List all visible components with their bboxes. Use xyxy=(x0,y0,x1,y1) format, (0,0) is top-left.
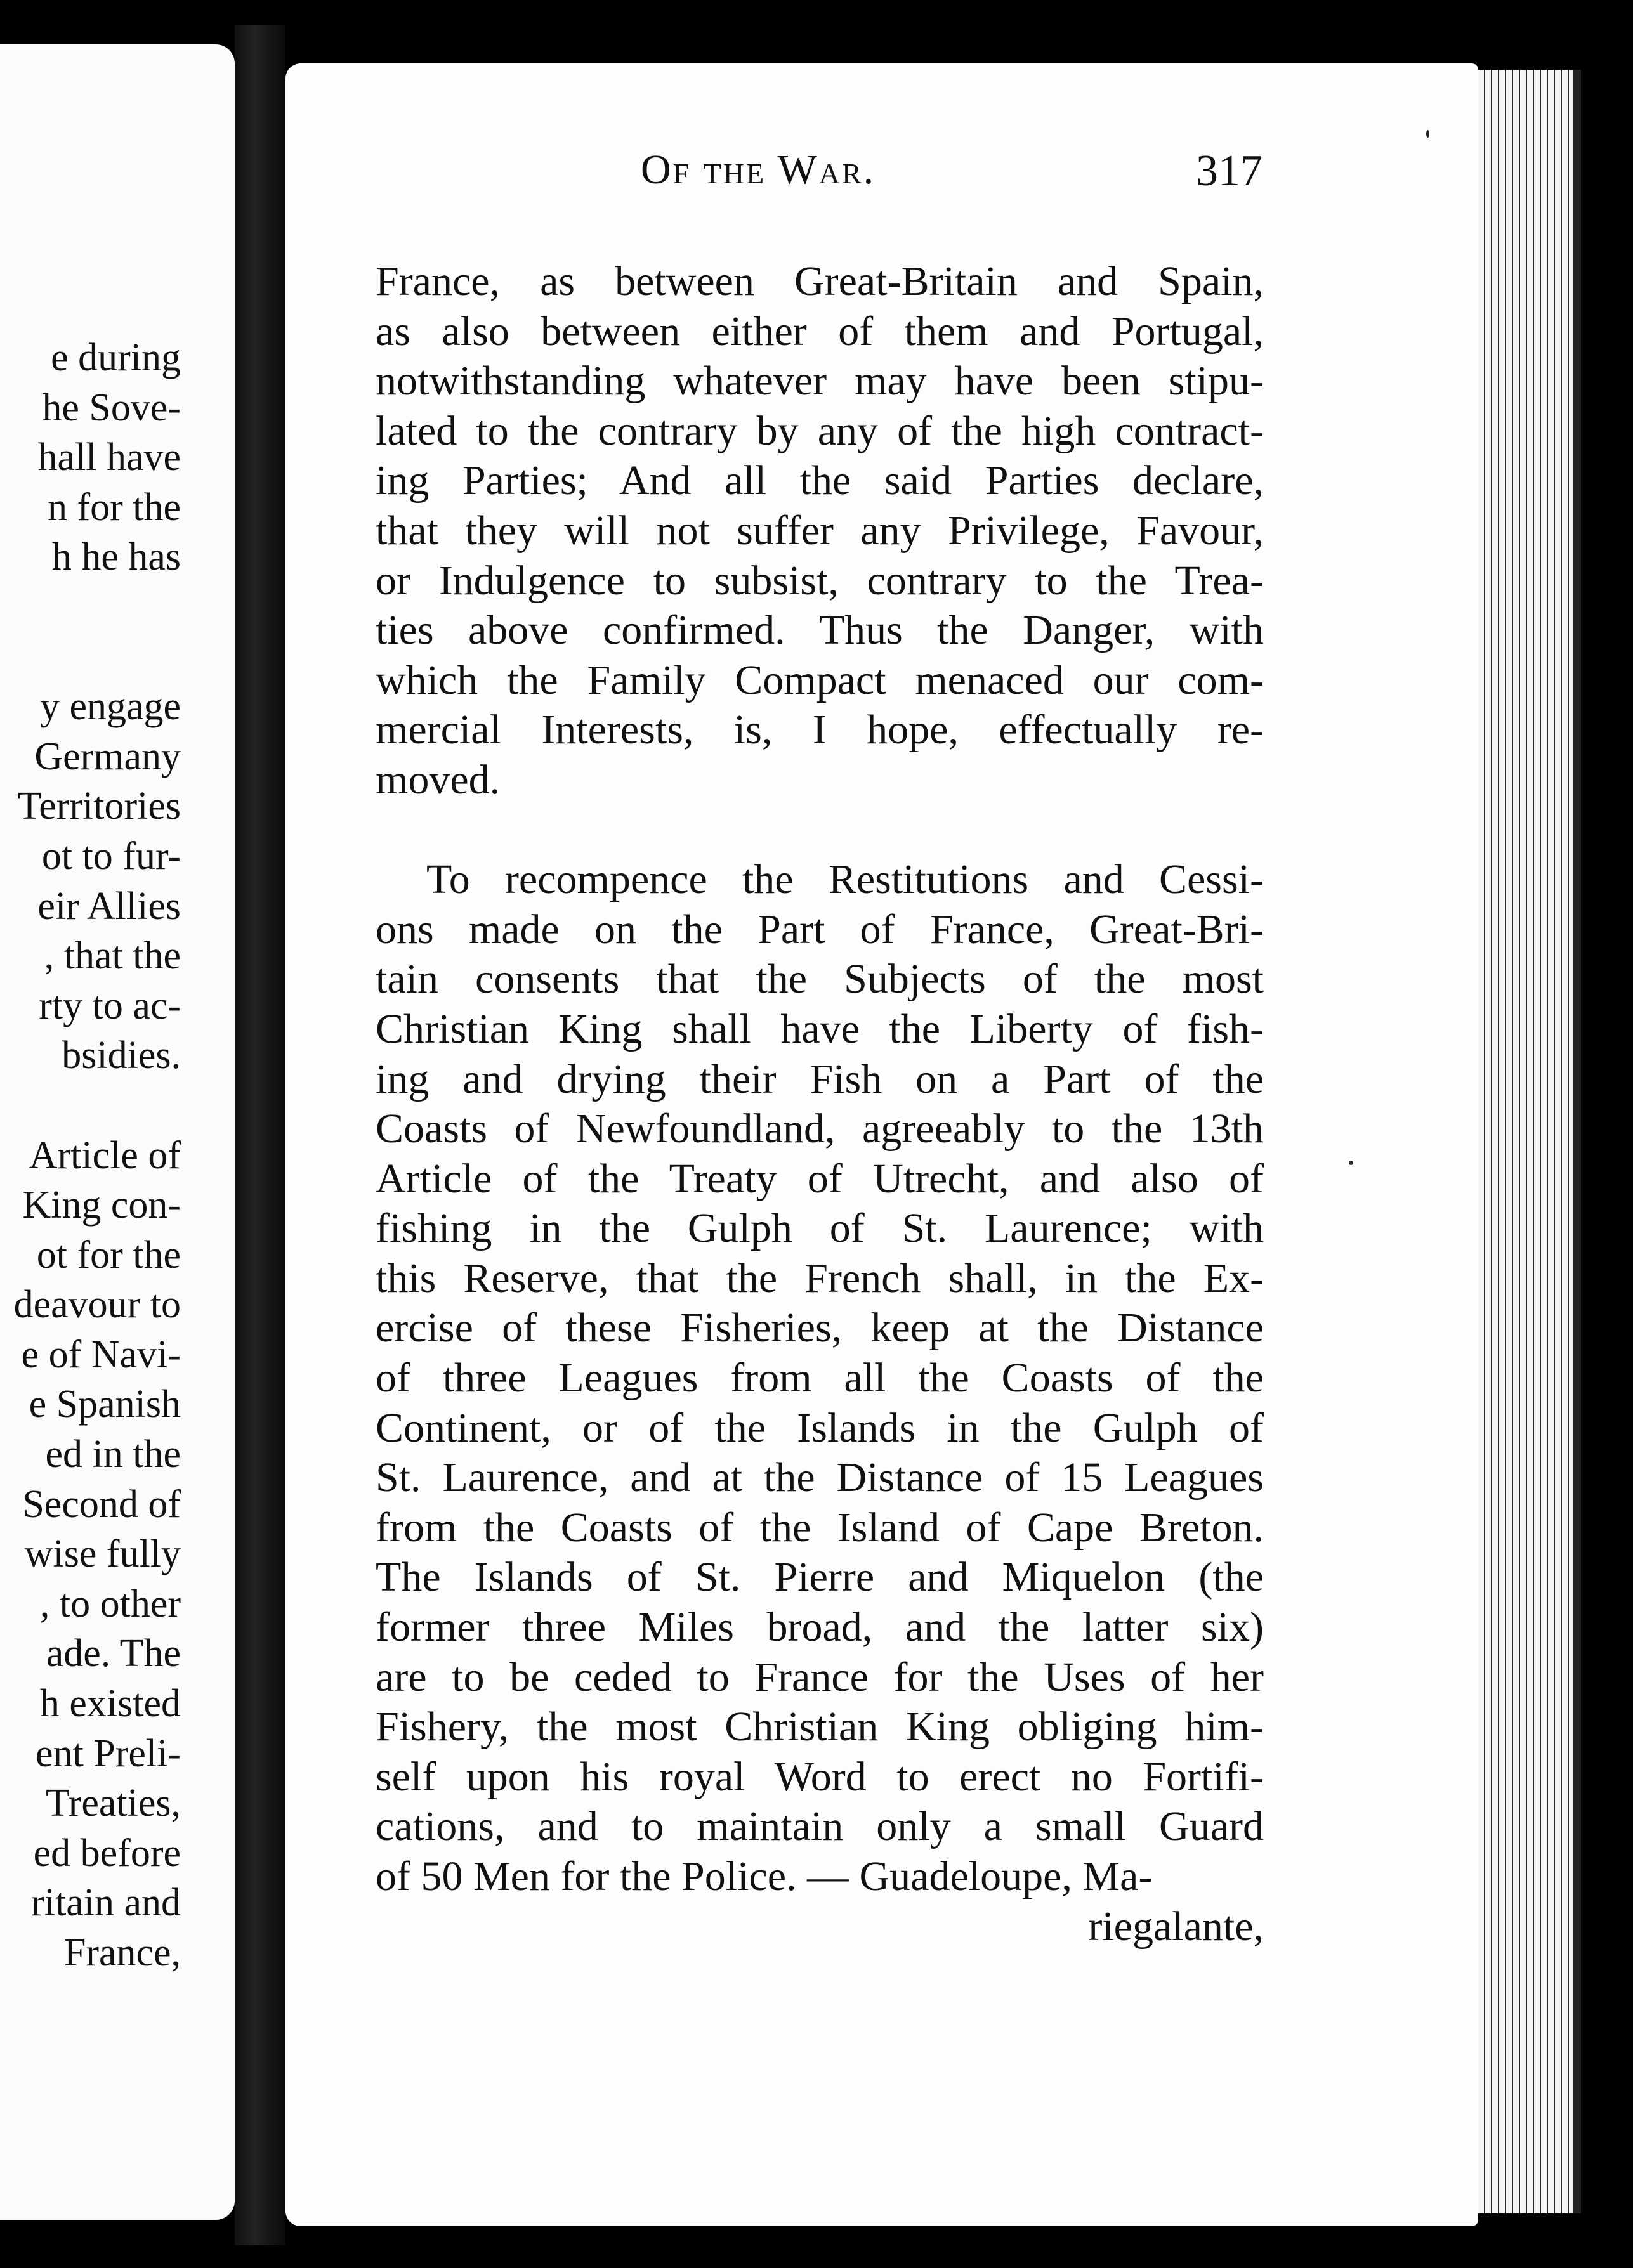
text-line: Coasts of Newfoundland, agreeably to the 13th xyxy=(376,1105,1264,1152)
text-line: self upon his royal Word to erect no Fortifi- xyxy=(376,1753,1264,1800)
facing-page-line xyxy=(0,632,181,682)
facing-page-line: bsidies. xyxy=(62,1034,181,1078)
text-line: France, as between Great-Britain and Spain, xyxy=(376,258,1264,304)
facing-page-text xyxy=(0,333,181,1978)
ink-speck xyxy=(1349,1161,1353,1165)
text-line: Article of the Treaty of Utrecht, and also of xyxy=(376,1155,1264,1202)
page-header xyxy=(355,140,1262,197)
text-line: tain consents that the Subjects of the most xyxy=(376,956,1264,1003)
facing-page-line: Second of xyxy=(22,1482,181,1526)
facing-page-line xyxy=(0,582,181,632)
facing-page-line: he Sove- xyxy=(42,386,181,429)
facing-page-line: n for the xyxy=(47,485,181,529)
facing-page-line: ed in the xyxy=(45,1433,181,1476)
text-line: former three Miles broad, and the latter six) xyxy=(376,1604,1264,1651)
facing-page-line: h he has xyxy=(51,535,181,579)
text-line: cations, and to maintain only a small Guard xyxy=(376,1803,1264,1850)
text-line: which the Family Compact menaced our com- xyxy=(376,656,1264,703)
page-number: 317 xyxy=(1196,147,1262,195)
text-line: from the Coasts of the Island of Cape Breton. xyxy=(376,1504,1264,1551)
facing-page-line: ent Preli- xyxy=(36,1731,181,1775)
facing-page-line: e Spanish xyxy=(29,1383,181,1426)
body-text xyxy=(376,257,1264,1952)
running-head: Of the War. xyxy=(641,147,876,193)
text-line: of three Leagues from all the Coasts of the xyxy=(376,1355,1264,1402)
facing-page-line: Germany xyxy=(34,734,181,778)
facing-page-line: Article of xyxy=(29,1133,181,1177)
facing-page-line: ot to fur- xyxy=(41,834,181,878)
text-line: To recompence the Restitutions and Cessi- xyxy=(426,856,1264,903)
facing-page-line: e during xyxy=(51,336,181,379)
text-line: moved. xyxy=(376,756,501,803)
text-line: Continent, or of the Islands in the Gulph of xyxy=(376,1404,1264,1451)
text-line: as also between either of them and Portugal, xyxy=(376,308,1264,355)
facing-page-line: y engage xyxy=(39,685,181,729)
text-line: that they will not suffer any Privilege, Favour, xyxy=(376,507,1264,554)
facing-page-line: ed before xyxy=(33,1831,181,1875)
facing-page-left xyxy=(0,44,235,2220)
page-edges xyxy=(1478,70,1581,2213)
text-line: notwithstanding whatever may have been stipu- xyxy=(376,358,1264,405)
text-line: mercial Interests, is, I hope, effectually re- xyxy=(376,707,1264,753)
text-line: Fishery, the most Christian King obliging him- xyxy=(376,1704,1264,1750)
text-line: or Indulgence to subsist, contrary to the Trea- xyxy=(376,557,1264,604)
text-line: St. Laurence, and at the Distance of 15 Leagues xyxy=(376,1454,1264,1501)
facing-page-line: ritain and xyxy=(31,1881,181,1925)
catchword: riegalante, xyxy=(1088,1903,1264,1950)
text-line: this Reserve, that the French shall, in the Ex- xyxy=(376,1255,1264,1301)
facing-page-line: France, xyxy=(63,1931,181,1974)
facing-page-line: wise fully xyxy=(24,1532,181,1576)
facing-page-line: hall have xyxy=(37,436,181,479)
facing-page-line: Territories xyxy=(17,785,181,828)
text-line: ing and drying their Fish on a Part of the xyxy=(376,1055,1264,1102)
text-line: of 50 Men for the Police. — Guadeloupe, Ma- xyxy=(376,1853,1153,1900)
text-line: ing Parties; And all the said Parties declare, xyxy=(376,457,1264,504)
text-line: fishing in the Gulph of St. Laurence; with xyxy=(376,1205,1264,1252)
ink-speck xyxy=(1426,130,1429,138)
facing-page-line: ot for the xyxy=(36,1233,181,1277)
facing-page-line: , that the xyxy=(44,934,181,978)
text-line: ercise of these Fisheries, keep at the Distance xyxy=(376,1305,1264,1352)
facing-page-line: eir Allies xyxy=(37,884,181,928)
text-line: lated to the contrary by any of the high contract- xyxy=(376,407,1264,454)
facing-page-line: deavour to xyxy=(13,1283,181,1327)
text-line: are to be ceded to France for the Uses of her xyxy=(376,1653,1264,1700)
text-line: The Islands of St. Pierre and Miquelon (the xyxy=(376,1554,1264,1601)
text-line: Christian King shall have the Liberty of fish- xyxy=(376,1005,1264,1052)
facing-page-line: e of Navi- xyxy=(21,1333,181,1376)
facing-page-line: King con- xyxy=(22,1183,181,1227)
facing-page-line: ade. The xyxy=(46,1632,181,1676)
facing-page-line: rty to ac- xyxy=(39,984,181,1027)
facing-page-line: , to other xyxy=(39,1582,181,1626)
paragraph-gap xyxy=(376,805,1264,856)
text-line: ties above confirmed. Thus the Danger, with xyxy=(376,607,1264,654)
facing-page-line xyxy=(0,1081,181,1131)
facing-page-line: Treaties, xyxy=(46,1782,181,1825)
facing-page-line: h existed xyxy=(39,1682,181,1726)
book-gutter xyxy=(235,25,285,2245)
text-line: ons made on the Part of France, Great-Bri- xyxy=(376,906,1264,953)
